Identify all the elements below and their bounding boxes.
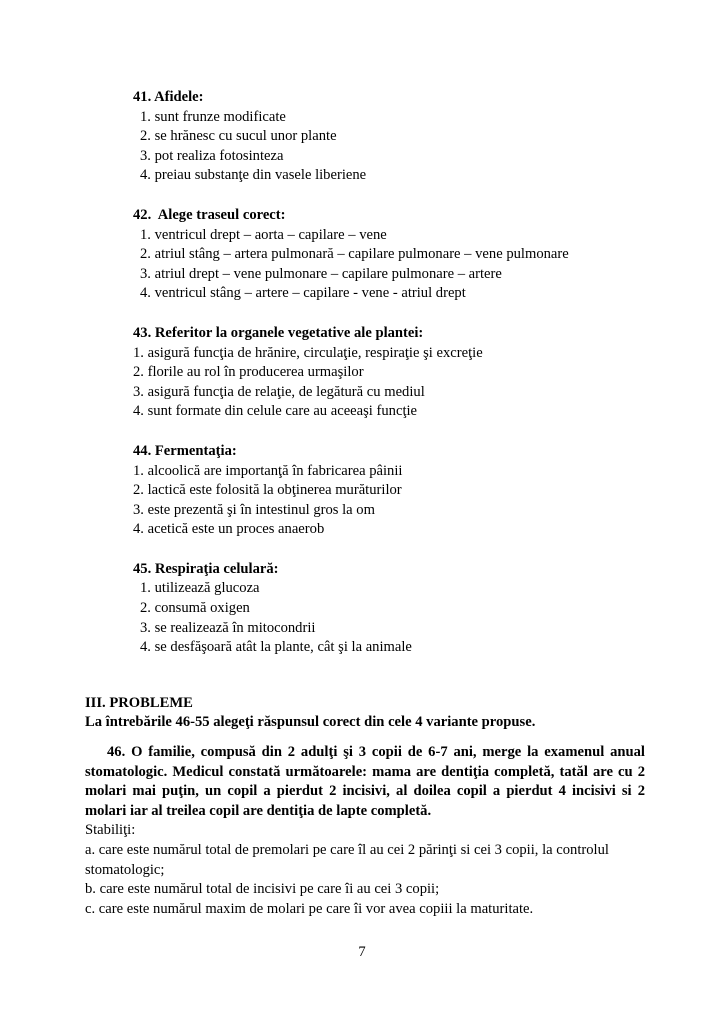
question-option: 3. este prezentă şi în intestinul gros la om <box>133 501 375 518</box>
question-41-block <box>133 88 645 186</box>
question-option: 3. se realizează în mitocondrii <box>140 619 316 636</box>
question-option: 1. alcoolică are importanţă în fabricarea pâinii <box>133 462 403 479</box>
question-title: 44. Fermentaţia: <box>133 442 237 459</box>
question-option: 3. atriul drept – vene pulmonare – capilare pulmonare – artere <box>140 265 502 282</box>
question-option: 4. ventricul stâng – artere – capilare - vene - atriul drept <box>140 285 466 302</box>
question-option: 2. se hrănesc cu sucul unor plante <box>140 128 337 145</box>
task-item: c. care este numărul maxim de molari pe care îi vor avea copiii la maturitate. <box>85 900 534 917</box>
question-44-block <box>133 442 645 540</box>
question-option: 1. ventricul drept – aorta – capilare – vene <box>140 226 387 243</box>
section-instructions: La întrebările 46-55 alegeţi răspunsul corect din cele 4 variante propuse. <box>85 714 536 731</box>
problem-46-statement: 46. O familie, compusă din 2 adulţi şi 3 copii de 6-7 ani, merge la examenul anual stomatologic. Medicul constată următoarele: mama are dentiţia completă, tatăl are cu 2 molari mai puţin, un copil a pierdut 2 incisivi, al doilea copil a pierdut 4 incisivi si 2 molari iar al treilea copil are dentiţia de lapte completă. <box>85 744 645 819</box>
question-option: 1. utilizează glucoza <box>140 580 260 597</box>
question-title: 43. Referitor la organele vegetative ale plantei: <box>133 324 424 341</box>
question-option: 2. florile au rol în producerea urmaşilor <box>133 364 364 381</box>
question-option: 4. acetică este un proces anaerob <box>133 521 325 538</box>
question-option: 2. atriul stâng – artera pulmonară – capilare pulmonare – vene pulmonare <box>140 246 569 263</box>
question-45-block <box>133 560 645 658</box>
question-option: 4. preiau substanţe din vasele liberiene <box>140 167 367 184</box>
question-title: 41. Afidele: <box>133 89 204 105</box>
problem-46-tasks-label: Stabiliţi: <box>85 822 136 839</box>
question-43-block <box>133 324 645 422</box>
question-option: 2. lactică este folosită la obţinerea murăturilor <box>133 482 402 499</box>
task-item: b. care este numărul total de incisivi pe care îi au cei 3 copii; <box>85 881 440 898</box>
question-option: 3. pot realiza fotosinteza <box>140 147 284 164</box>
task-item: a. care este numărul total de premolari pe care îl au cei 2 părinţi si cei 3 copii, la controlul stomatologic; <box>85 842 609 878</box>
question-option: 1. asigură funcţia de hrănire, circulaţie, respiraţie şi excreţie <box>133 344 483 361</box>
section-heading: III. PROBLEME <box>85 694 193 711</box>
question-option: 4. sunt formate din celule care au aceeaşi funcţie <box>133 403 418 420</box>
question-42-block <box>133 206 645 304</box>
page-content <box>85 88 645 919</box>
question-option: 3. asigură funcţia de relaţie, de legătură cu mediul <box>133 383 425 400</box>
question-title: 42. Alege traseul corect: <box>133 206 286 223</box>
question-option: 4. se desfăşoară atât la plante, cât şi la animale <box>140 639 412 656</box>
problems-section <box>85 694 645 920</box>
question-title: 45. Respiraţia celulară: <box>133 560 279 577</box>
question-option: 2. consumă oxigen <box>140 600 250 617</box>
page-number: 7 <box>358 944 366 960</box>
question-option: 1. sunt frunze modificate <box>140 108 286 125</box>
